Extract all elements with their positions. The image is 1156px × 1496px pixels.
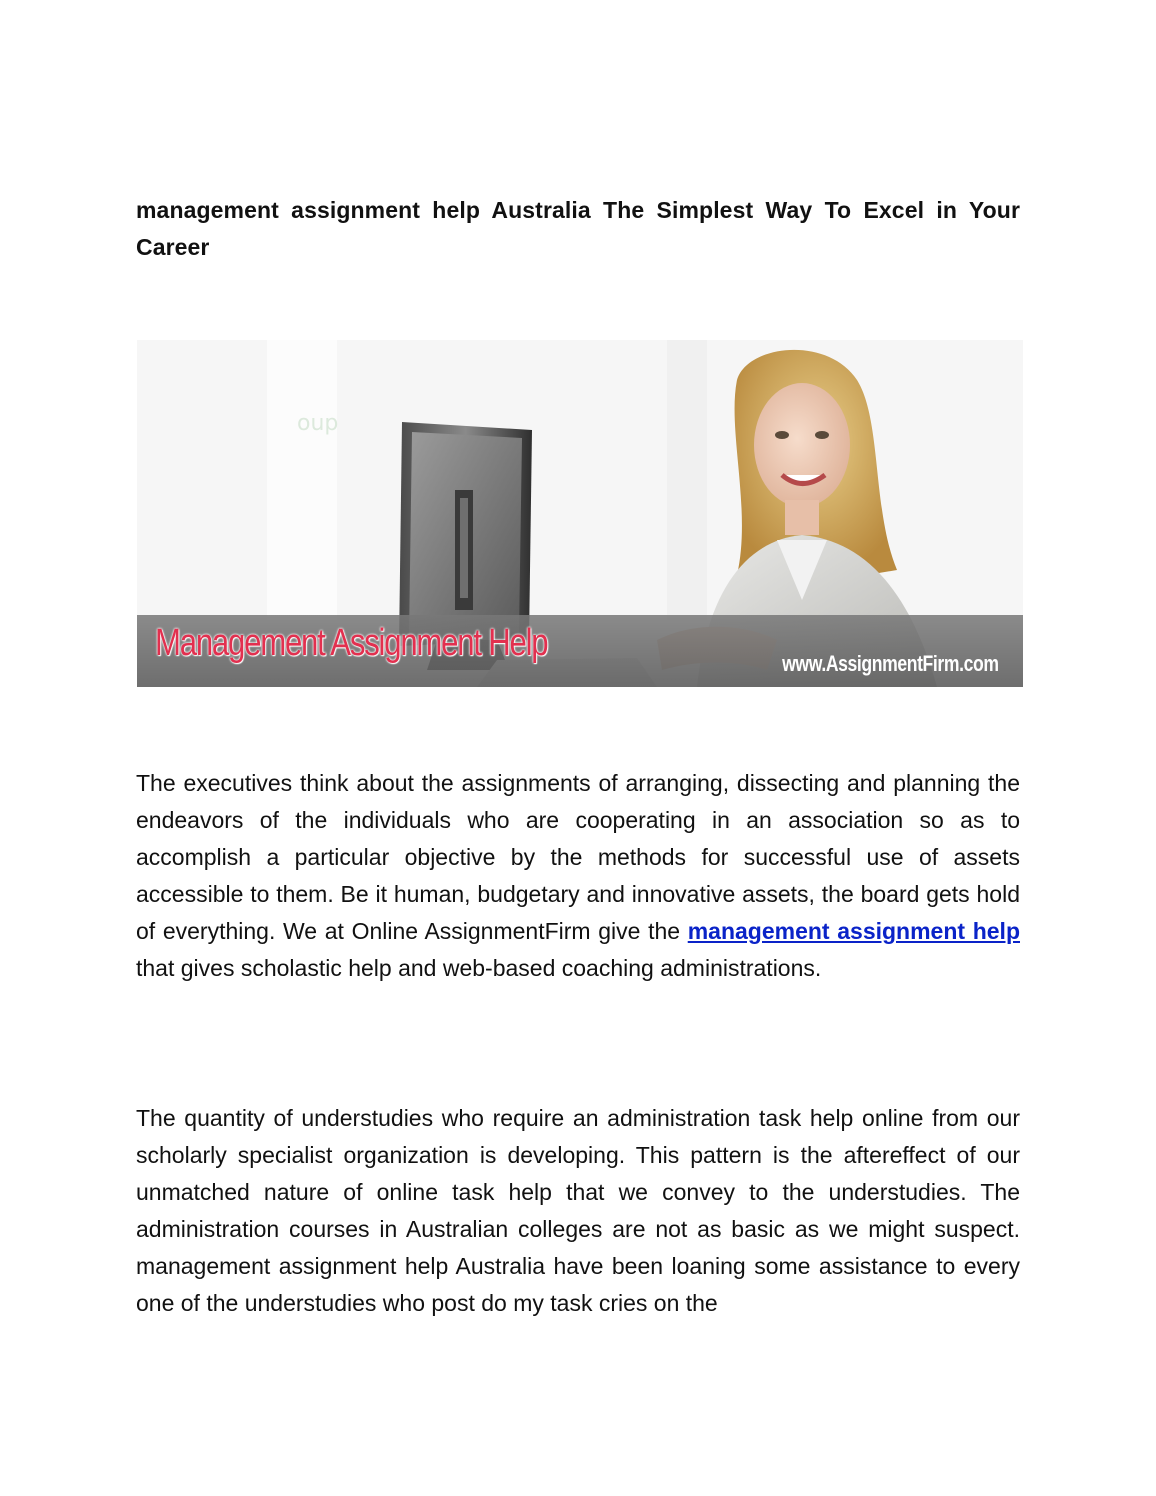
svg-text:oup: oup: [297, 411, 339, 436]
management-assignment-help-link[interactable]: management assignment help: [687, 918, 1020, 944]
paragraph-1-text-before: The executives think about the assignments of arranging, dissecting and planning the endeavors of the individuals who are cooperating in an association so as to accomplish a particular objective by the methods for successful use of assets accessible to them. Be it human, budgetary and innovative assets, the board gets hold of everything. We at Online AssignmentFirm give the: [136, 770, 1020, 944]
paragraph-1-text-after: that gives scholastic help and web-based coaching administrations.: [136, 955, 822, 981]
document-title: management assignment help Australia The Simplest Way To Excel in Your Career: [136, 197, 1020, 260]
banner-url: www.AssignmentFirm.com: [782, 651, 999, 676]
paragraph-1: [136, 765, 1020, 987]
hero-image: [137, 340, 1023, 687]
paragraph-2: The quantity of understudies who require an administration task help online from our scholarly specialist organization is developing. This pattern is the aftereffect of our unmatched nature of online task help that we convey to the understudies. The administration courses in Australian colleges are not as basic as we might suspect. management assignment help Australia have been loaning some assistance to every one of the understudies who post do my task cries on the: [136, 1105, 1020, 1316]
banner-title: Management Assignment Help: [155, 622, 548, 664]
